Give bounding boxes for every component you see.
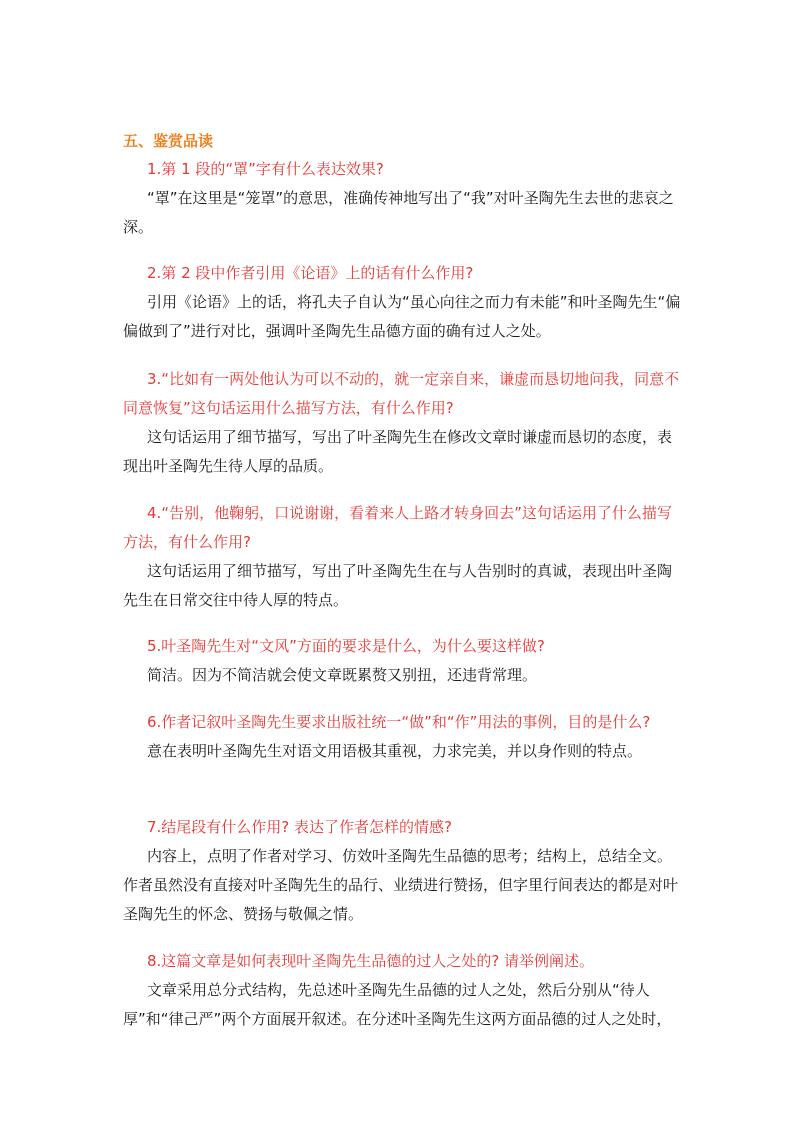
qa-item-7 — [123, 813, 683, 929]
question-6: 6.作者记叙叶圣陶先生要求出版社统一“做”和“作”用法的事例，目的是什么? — [147, 713, 651, 731]
answer-7: 内容上，点明了作者对学习、仿效叶圣陶先生品德的思考；结构上，总结全文。作者虽然没有直接对叶圣陶先生的品行、业绩进行赞扬，但字里行间表达的都是对叶圣陶先生的怀念、赞扬与敬佩之情。 — [123, 847, 679, 923]
answer-4: 这句话运用了细节描写，写出了叶圣陶先生在与人告别时的真诚，表现出叶圣陶先生在日常交往中待人厚的特点。 — [123, 562, 673, 609]
answer-5: 简洁。因为不简洁就会使文章既累赘又别扭，还违背常理。 — [147, 666, 538, 684]
qa-item-6 — [123, 708, 683, 766]
question-4: 4.“告别，他鞠躬，口说谢谢，看着来人上路才转身回去”这句话运用了什么描写方法，有什么作用? — [123, 504, 672, 551]
section-title: 五、鉴赏品读 — [123, 132, 214, 150]
qa-item-4 — [123, 499, 683, 615]
question-2: 2.第 2 段中作者引用《论语》上的话有什么作用? — [147, 264, 474, 282]
answer-8: 文章采用总分式结构，先总述叶圣陶先生品德的过人之处，然后分别从“待人厚”和“律己严”两个方面展开叙述。在分述叶圣陶先生这两方面品德的过人之处时， — [123, 981, 672, 1028]
question-7: 7.结尾段有什么作用? 表达了作者怎样的情感? — [147, 818, 453, 836]
qa-item-1 — [123, 155, 683, 242]
question-5: 5.叶圣陶先生对“文风”方面的要求是什么，为什么要这样做? — [147, 637, 545, 655]
question-8: 8.这篇文章是如何表现叶圣陶先生品德的过人之处的? 请举例阐述。 — [147, 952, 595, 970]
answer-6: 意在表明叶圣陶先生对语文用语极其重视，力求完美，并以身作则的特点。 — [147, 742, 643, 760]
answer-3: 这句话运用了细节描写，写出了叶圣陶先生在修改文章时谦虚而恳切的态度，表现出叶圣陶先生待人厚的品质。 — [123, 428, 673, 475]
qa-item-8 — [123, 947, 683, 1034]
answer-1: “罩”在这里是“笼罩”的意思，准确传神地写出了“我”对叶圣陶先生去世的悲哀之深。 — [123, 189, 674, 236]
qa-item-2 — [123, 259, 683, 346]
question-1: 1.第 1 段的“罩”字有什么表达效果? — [147, 160, 384, 178]
question-3: 3.“比如有一两处他认为可以不动的，就一定亲自来，谦虚而恳切地问我，同意不同意恢复”这句话运用什么描写方法，有什么作用? — [123, 370, 680, 417]
answer-2: 引用《论语》上的话，将孔夫子自认为“虽心向往之而力有未能”和叶圣陶先生“偏偏做到了”进行对比，强调叶圣陶先生品德方面的确有过人之处。 — [123, 293, 681, 340]
qa-item-5 — [123, 632, 683, 690]
qa-item-3 — [123, 365, 683, 481]
